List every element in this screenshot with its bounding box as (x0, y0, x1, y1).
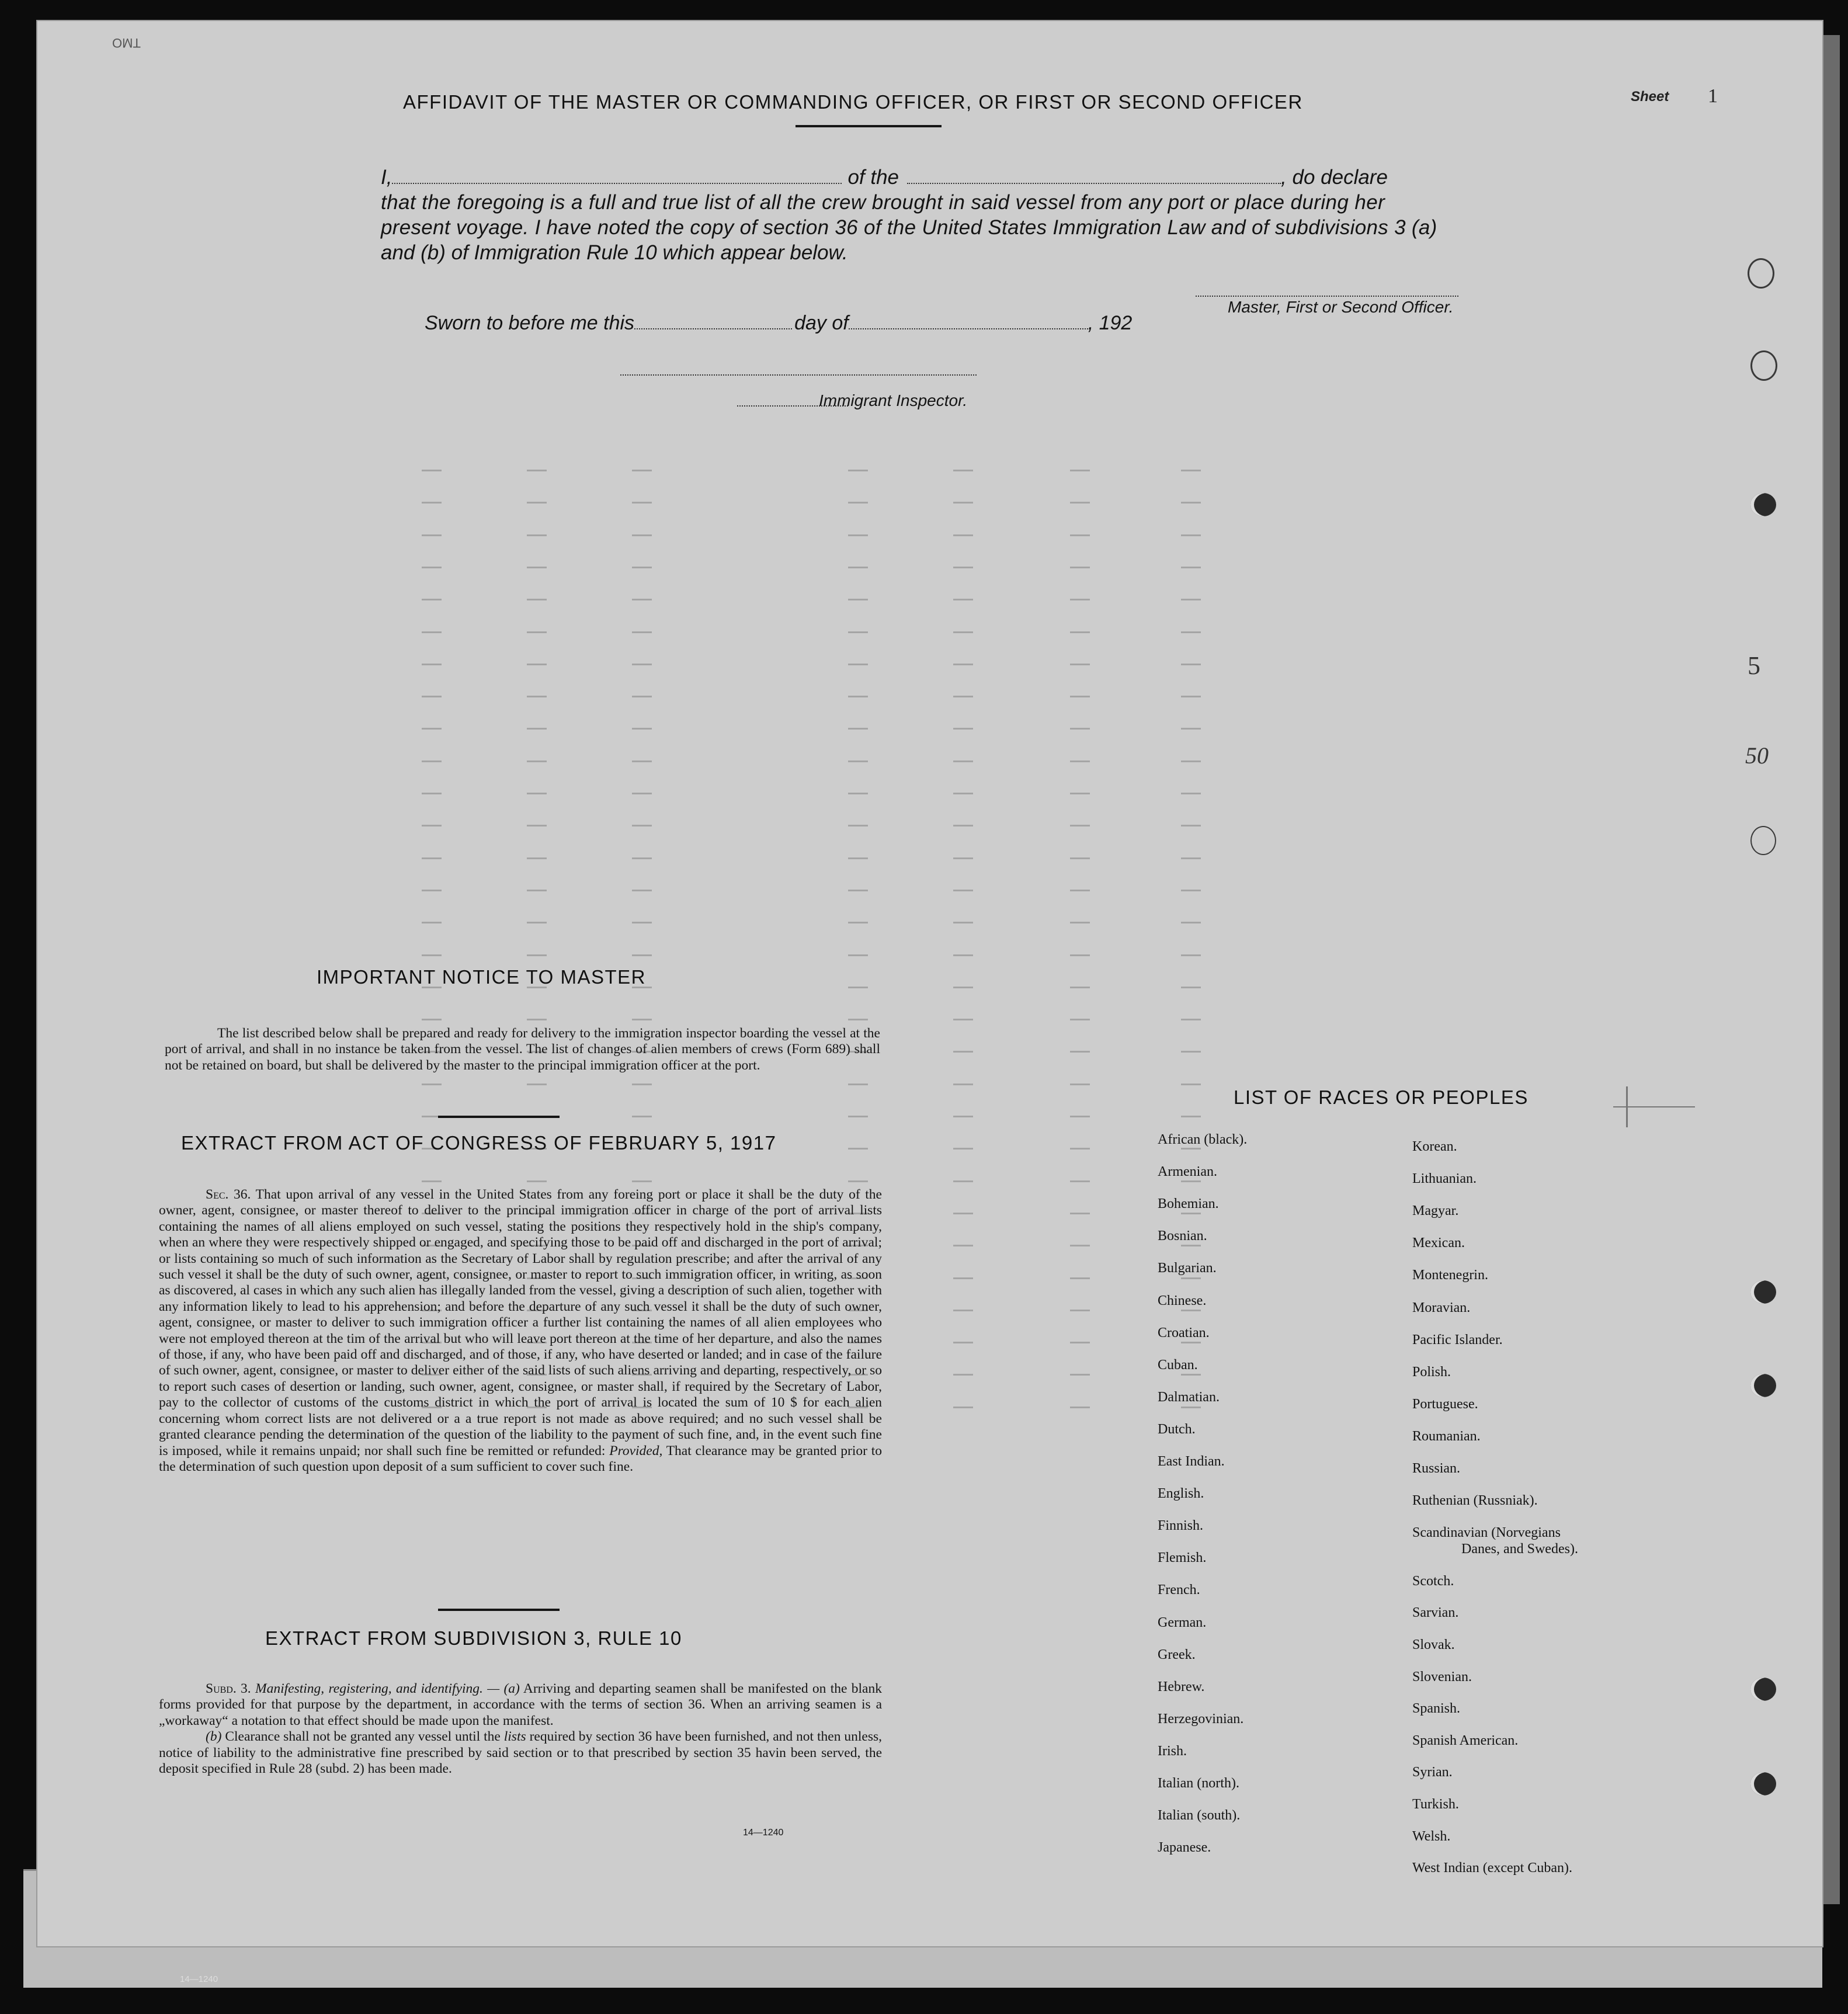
bleed-through-mark (632, 728, 652, 730)
bleed-through-mark (953, 857, 973, 859)
race-item: Chinese. (1158, 1293, 1207, 1308)
bleed-through-mark (1181, 470, 1201, 471)
bleed-through-mark (1181, 793, 1201, 794)
bleed-through-mark (848, 631, 868, 633)
bleed-through-mark (1181, 1342, 1201, 1343)
bleed-through-mark (953, 1407, 973, 1408)
affidavit-line-4: and (b) of Immigration Rule 10 which appear below. (381, 241, 848, 264)
bleed-through-mark (1070, 502, 1090, 504)
bleed-through-mark (422, 696, 442, 697)
bleed-through-mark (1070, 1245, 1090, 1246)
race-item: Ruthenian (Russniak). (1412, 1493, 1538, 1509)
bleed-through-mark (1181, 857, 1201, 859)
bleed-through-mark (1070, 567, 1090, 568)
bleed-through-mark (422, 890, 442, 891)
bleed-through-mark (632, 502, 652, 504)
bleed-through-mark (1181, 728, 1201, 730)
bleed-through-mark (527, 890, 547, 891)
bleed-through-mark (632, 922, 652, 923)
bleed-through-mark (953, 1342, 973, 1343)
affidavit-line-1 (381, 166, 1491, 189)
bleed-through-mark (1070, 728, 1090, 730)
bleed-through-mark (953, 922, 973, 923)
of-the-label: of the (847, 166, 899, 189)
sheet-label: Sheet (1631, 89, 1669, 105)
rule-extract-title: EXTRACT FROM SUBDIVISION 3, RULE 10 (265, 1627, 682, 1649)
bleed-through-mark (1181, 1084, 1201, 1085)
bleed-through-mark (848, 987, 868, 988)
bleed-through-mark (953, 696, 973, 697)
binder-ring-icon (1750, 350, 1777, 381)
affidavit-line-2: that the foregoing is a full and true list of all the crew brought in said vessel from any port or place during her (381, 191, 1385, 214)
bleed-through-mark (953, 728, 973, 730)
bleed-through-mark (632, 1084, 652, 1085)
race-item: Korean. (1412, 1139, 1457, 1154)
bleed-through-mark (1070, 664, 1090, 665)
bleed-through-mark (422, 922, 442, 923)
bleed-through-mark (632, 954, 652, 956)
bleed-through-mark (848, 922, 868, 923)
bleed-through-mark (1070, 1084, 1090, 1085)
bleed-through-mark (422, 567, 442, 568)
bleed-through-mark (953, 1116, 973, 1117)
bleed-through-mark (422, 1019, 442, 1020)
bleed-through-mark (422, 599, 442, 600)
sec-text-end: That clearance may be granted prior to the determination of such question upon deposit of a sum sufficient to cover such fine. (159, 1443, 883, 1474)
bleed-through-mark (1070, 761, 1090, 762)
race-item: Roumanian. (1412, 1428, 1481, 1444)
bleed-through-mark (1070, 696, 1090, 697)
bleed-through-mark (848, 567, 868, 568)
bleed-through-mark (953, 1084, 973, 1085)
bleed-through-mark (1181, 664, 1201, 665)
bleed-through-mark (848, 1084, 868, 1085)
sheet-number: 1 (1708, 85, 1718, 107)
bleed-through-mark (1181, 1245, 1201, 1246)
inspector-signature-line (620, 374, 977, 376)
bleed-through-mark (953, 1277, 973, 1279)
bleed-through-mark (1181, 1019, 1201, 1020)
margin-tick (1613, 1106, 1695, 1107)
bleed-through-mark (1181, 1277, 1201, 1279)
race-item: Japanese. (1158, 1840, 1211, 1856)
bleed-through-mark (422, 1084, 442, 1085)
bleed-through-mark (1181, 502, 1201, 504)
bleed-through-mark (1181, 761, 1201, 762)
race-item: Croatian. (1158, 1325, 1210, 1341)
race-item: Bosnian. (1158, 1228, 1207, 1244)
race-item: Greek. (1158, 1647, 1196, 1662)
race-item: Danes, and Swedes). (1461, 1541, 1578, 1557)
race-item: Portuguese. (1412, 1396, 1478, 1412)
bleed-through-mark (953, 567, 973, 568)
bleed-through-mark (527, 761, 547, 762)
act-extract-text (159, 1187, 882, 1475)
bleed-through-mark (527, 954, 547, 956)
bleed-through-mark (527, 567, 547, 568)
rule-extract-text (159, 1681, 882, 1777)
bleed-through-mark (1181, 1148, 1201, 1150)
year-label: , 192 (1088, 312, 1133, 334)
race-item: Pacific Islander. (1412, 1332, 1503, 1348)
race-item: Mexican. (1412, 1235, 1465, 1251)
race-item: Flemish. (1158, 1550, 1207, 1566)
bleed-through-mark (1070, 954, 1090, 956)
inspector-label: Immigrant Inspector. (819, 391, 968, 409)
bleed-through-mark (422, 825, 442, 827)
bleed-through-mark (527, 502, 547, 504)
bleed-through-mark (953, 664, 973, 665)
bleed-through-mark (953, 761, 973, 762)
bleed-through-mark (422, 534, 442, 536)
bleed-through-mark (848, 470, 868, 471)
race-item: Armenian. (1158, 1164, 1217, 1180)
race-item: Spanish American. (1412, 1732, 1519, 1748)
bleed-through-mark (422, 631, 442, 633)
bleed-through-mark (953, 1180, 973, 1182)
bleed-through-mark (953, 534, 973, 536)
notice-rule (438, 1116, 560, 1118)
race-item: Magyar. (1412, 1203, 1459, 1219)
bleed-through-mark (1070, 793, 1090, 794)
subd-text-a: Arriving and departing seamen shall be manifested on the blank forms provided for that purpose by the department, in accordance with the terms of section 36. When an arriving seamen is a „workaway“ a notation to that effect should be made upon the manifest. (159, 1681, 882, 1728)
bleed-through-mark (527, 1180, 547, 1182)
bleed-through-mark (527, 664, 547, 665)
bleed-through-mark (632, 567, 652, 568)
race-item: Slovenian. (1412, 1669, 1472, 1685)
punch-hole-icon (1750, 1374, 1776, 1397)
bleed-through-mark (422, 793, 442, 794)
binder-clip-icon (1748, 258, 1774, 289)
notice-text: The list described below shall be prepared and ready for delivery to the immigration inspector boarding the vessel at the port of arrival, and shall in no instance be taken from the vessel. The list of changes of alien members of crews (Form 689) shall not be retained on board, but shall be delivered by the master to the principal immigration officer at the port. (165, 1026, 880, 1073)
race-item: West Indian (except Cuban). (1412, 1860, 1572, 1876)
bleed-through-mark (1070, 1213, 1090, 1214)
subd-title: Manifesting, registering, and identifying. — (a) (255, 1681, 520, 1696)
punch-hole-icon (1750, 1678, 1776, 1701)
race-item: German. (1158, 1614, 1207, 1630)
race-item: Finnish. (1158, 1518, 1204, 1534)
bleed-through-mark (1181, 1310, 1201, 1311)
document-page (36, 20, 1823, 1947)
bleed-through-mark (527, 470, 547, 471)
bleed-through-mark (1181, 534, 1201, 536)
affidavit-title: AFFIDAVIT OF THE MASTER OR COMMANDING OFFICER, OR FIRST OR SECOND OFFICER (403, 91, 1303, 113)
title-rule (796, 125, 942, 127)
bleed-through-mark (848, 599, 868, 600)
races-title: LIST OF RACES OR PEOPLES (1234, 1086, 1529, 1108)
race-item: English. (1158, 1486, 1204, 1502)
act-extract-title: EXTRACT FROM ACT OF CONGRESS OF FEBRUARY 5, 1917 (181, 1132, 777, 1154)
bleed-through-mark (953, 1374, 973, 1376)
bleed-through-mark (1181, 1213, 1201, 1214)
bleed-through-mark (632, 825, 652, 827)
bleed-through-mark (848, 1116, 868, 1117)
binder-ring-icon (1750, 826, 1776, 855)
bleed-through-mark (1070, 922, 1090, 923)
bleed-through-mark (422, 728, 442, 730)
race-item: Welsh. (1412, 1828, 1451, 1844)
subd-label: Subd. 3. (206, 1681, 251, 1696)
bleed-through-mark (1070, 470, 1090, 471)
bleed-through-mark (1181, 567, 1201, 568)
race-item: Syrian. (1412, 1765, 1453, 1780)
provided-word: Provided, (609, 1443, 663, 1459)
form-number-edge: 14—1240 (180, 1974, 218, 1984)
bleed-through-mark (848, 502, 868, 504)
race-item: French. (1158, 1582, 1200, 1598)
bleed-through-mark (527, 1019, 547, 1020)
bleed-through-mark (527, 857, 547, 859)
bleed-through-mark (848, 728, 868, 730)
notice-title: IMPORTANT NOTICE TO MASTER (317, 966, 647, 988)
bleed-through-mark (848, 857, 868, 859)
race-item: Hebrew. (1158, 1679, 1205, 1694)
bleed-through-mark (848, 1019, 868, 1020)
subd-text-b1: Clearance shall not be granted any vessel until the (225, 1729, 501, 1745)
bleed-through-mark (1181, 696, 1201, 697)
race-item: Irish. (1158, 1743, 1187, 1759)
bleed-through-mark (1070, 987, 1090, 988)
race-item: Slovak. (1412, 1637, 1455, 1652)
bleed-through-mark (953, 825, 973, 827)
bleed-through-mark (953, 599, 973, 600)
right-page-edge (1822, 35, 1840, 1904)
race-item: Moravian. (1412, 1300, 1471, 1315)
month-blank (849, 313, 1088, 329)
bleed-through-mark (1070, 599, 1090, 600)
bleed-through-mark (1070, 1407, 1090, 1408)
bleed-through-mark (632, 664, 652, 665)
day-of-label: day of (794, 312, 849, 334)
race-item: Bohemian. (1158, 1196, 1219, 1212)
race-item: African (black). (1158, 1132, 1248, 1147)
race-item: East Indian. (1158, 1454, 1225, 1469)
bleed-through-mark (1070, 857, 1090, 859)
bleed-through-mark (848, 825, 868, 827)
bleed-through-mark (527, 631, 547, 633)
bleed-through-mark (1181, 890, 1201, 891)
bleed-through-mark (1181, 599, 1201, 600)
bleed-through-mark (953, 470, 973, 471)
do-declare-label: , do declare (1281, 166, 1388, 189)
race-item: Spanish. (1412, 1701, 1461, 1717)
bleed-through-mark (1181, 1374, 1201, 1376)
bleed-through-mark (527, 599, 547, 600)
bleed-through-mark (1181, 631, 1201, 633)
form-number: 14—1240 (743, 1828, 784, 1838)
bleed-through-mark (953, 1051, 973, 1053)
race-item: Turkish. (1412, 1797, 1459, 1812)
race-item: Polish. (1412, 1364, 1451, 1380)
bleed-through-mark (1070, 631, 1090, 633)
bleed-through-mark (953, 954, 973, 956)
bleed-through-mark (1181, 1180, 1201, 1182)
bleed-through-mark (632, 890, 652, 891)
race-item: Russian. (1412, 1461, 1461, 1476)
bleed-through-mark (1181, 987, 1201, 988)
race-item: Sarvian. (1412, 1605, 1459, 1621)
bleed-through-mark (1070, 1342, 1090, 1343)
bleed-through-mark (848, 954, 868, 956)
bleed-through-mark (632, 599, 652, 600)
bleed-through-mark (953, 502, 973, 504)
act-rule (438, 1609, 560, 1611)
bleed-through-mark (848, 664, 868, 665)
bleed-through-mark (632, 1116, 652, 1117)
bleed-through-mark (632, 534, 652, 536)
bleed-through-mark (632, 761, 652, 762)
bleed-through-mark (953, 1310, 973, 1311)
race-item: Cuban. (1158, 1357, 1198, 1373)
affidavit-line-3: present voyage. I have noted the copy of section 36 of the United States Immigration Law and of subdivisions 3 (a) (381, 216, 1437, 239)
bleed-through-mark (632, 1180, 652, 1182)
margin-mark: 5 (1748, 651, 1760, 680)
bleed-through-mark (1070, 1148, 1090, 1150)
race-item: Scotch. (1412, 1573, 1454, 1589)
bleed-through-mark (953, 793, 973, 794)
b-label: (b) (206, 1729, 222, 1745)
bleed-through-mark (848, 696, 868, 697)
bleed-through-mark (632, 696, 652, 697)
sec-label: Sec. 36. (206, 1187, 251, 1202)
bleed-through-mark (632, 470, 652, 471)
bleed-through-mark (527, 825, 547, 827)
bleed-through-mark (1181, 825, 1201, 827)
bleed-through-mark (1070, 1374, 1090, 1376)
bleed-through-mark (527, 793, 547, 794)
bleed-through-mark (1181, 954, 1201, 956)
lists-word: lists (503, 1729, 526, 1745)
race-item: Scandinavian (Norvegians (1412, 1525, 1561, 1541)
bleed-through-mark (848, 1180, 868, 1182)
bleed-through-mark (527, 1084, 547, 1085)
bleed-through-mark (422, 664, 442, 665)
bleed-through-mark (848, 534, 868, 536)
bleed-through-mark (953, 631, 973, 633)
name-blank (392, 168, 842, 184)
bleed-through-mark (422, 1180, 442, 1182)
bleed-through-mark (1070, 1051, 1090, 1053)
race-item: Dalmatian. (1158, 1389, 1220, 1405)
race-item: Montenegrin. (1412, 1268, 1488, 1283)
bleed-through-mark (422, 857, 442, 859)
bleed-through-mark (1070, 1277, 1090, 1279)
bleed-through-mark (632, 631, 652, 633)
bleed-through-mark (422, 761, 442, 762)
bleed-through-mark (953, 1148, 973, 1150)
bleed-through-mark (1181, 1407, 1201, 1408)
bleed-through-mark (1070, 1019, 1090, 1020)
bleed-through-mark (953, 1019, 973, 1020)
i-label: I, (381, 166, 392, 189)
bleed-through-mark (848, 1148, 868, 1150)
bleed-through-mark (1181, 1051, 1201, 1053)
sworn-line (425, 312, 1132, 335)
race-item: Italian (north). (1158, 1776, 1239, 1791)
bleed-through-mark (1181, 1116, 1201, 1117)
race-item: Bulgarian. (1158, 1261, 1217, 1276)
bleed-through-mark (422, 470, 442, 471)
bleed-through-mark (527, 922, 547, 923)
sworn-label: Sworn to before me this (425, 312, 635, 334)
bleed-through-mark (953, 890, 973, 891)
bleed-through-mark (527, 728, 547, 730)
master-signature-line (1196, 296, 1458, 297)
master-signature-label: Master, First or Second Officer. (1228, 298, 1454, 316)
punch-hole-icon (1750, 1772, 1776, 1796)
bleed-through-mark (632, 1019, 652, 1020)
bleed-through-mark (848, 761, 868, 762)
bleed-through-mark (632, 793, 652, 794)
race-item: Dutch. (1158, 1421, 1196, 1437)
race-item: Italian (south). (1158, 1808, 1241, 1824)
race-item: Herzegovinian. (1158, 1711, 1244, 1727)
bleed-through-mark (848, 890, 868, 891)
day-blank (634, 313, 792, 329)
bleed-through-mark (1181, 922, 1201, 923)
bleed-through-mark (1070, 534, 1090, 536)
bleed-through-mark (1070, 1116, 1090, 1117)
bleed-through-mark (632, 857, 652, 859)
corner-mark: OMT (112, 36, 141, 50)
punch-hole-icon (1750, 493, 1776, 516)
bleed-through-mark (848, 793, 868, 794)
bleed-through-mark (953, 987, 973, 988)
bleed-through-mark (527, 696, 547, 697)
vessel-blank (907, 168, 1281, 184)
bleed-through-mark (953, 1213, 973, 1214)
bleed-through-mark (527, 534, 547, 536)
bleed-through-mark (953, 1245, 973, 1246)
subd-text-b2: required by section 36 have been furnished, and not then unless, notice of liability to the administrative fine prescribed by said section or to that prescribed by section 35 havin been served, the deposit specified in Rule 28 (subd. 2) has been made. (159, 1729, 882, 1777)
margin-mark: 50 (1745, 742, 1769, 769)
bleed-through-mark (422, 502, 442, 504)
race-item: Lithuanian. (1412, 1171, 1477, 1187)
bleed-through-mark (1070, 825, 1090, 827)
bleed-through-mark (1070, 1310, 1090, 1311)
sec-text: That upon arrival of any vessel in the United States from any foreing port or place it shall be the duty of the owner, agent, consignee, or master thereof to deliver to the principal immigration officer in charge of the port of arrival lists containing the names of all aliens employed on such vessel, stating the positions they respectively hold in the ship's company, when an where they were respectively shipped or engaged, and specifying those to be paid off and discharged in the port of arrival; or lists containing so much of such information as the Secretary of Labor shall by regulation prescribe; and after the arrival of any such vessel it shall be the duty of such owner, agent, consignee, or master to report to such immigration officer, in writing, as soon as discovered, al cases in which any such alien has illegally landed from the vessel, giving a description of such alien, together with any information likely to lead to his apprehension; and before the departure of any such vessel it shall be the duty of such owner, agent, consignee, or master to deliver to such immigration officer a further list containing the names of all alien employees who were not employed thereon at the tim of the arrival but who will leave port thereon at the time of her departure, and also the names of those, if any, who have been paid off and discharged, and of those, if any, who have deserted or landed; and in case of the failure of such owner, agent, consignee, or master to deliver either of the said lists of such aliens arriving and departing, respectively, or so to report such cases of desertion or landing, such owner, agent, consignee, or master shall, if required by the Secretary of Labor, pay to the collector of customs of the customs district in which the port of arrival is located the sum of 10 $ for each alien concerning whom correct lists are not delivered or a a true report is not made as above required; and no such vessel shall be granted clearance pending the determination of the question of the liability to the payment of such fine, and, in the event such fine is imposed, while it remains unpaid; nor shall such fine be remitted or refunded: (159, 1187, 882, 1459)
bleed-through-mark (1070, 890, 1090, 891)
punch-hole-icon (1750, 1280, 1776, 1304)
bleed-through-mark (422, 954, 442, 956)
bleed-through-mark (1070, 1180, 1090, 1182)
